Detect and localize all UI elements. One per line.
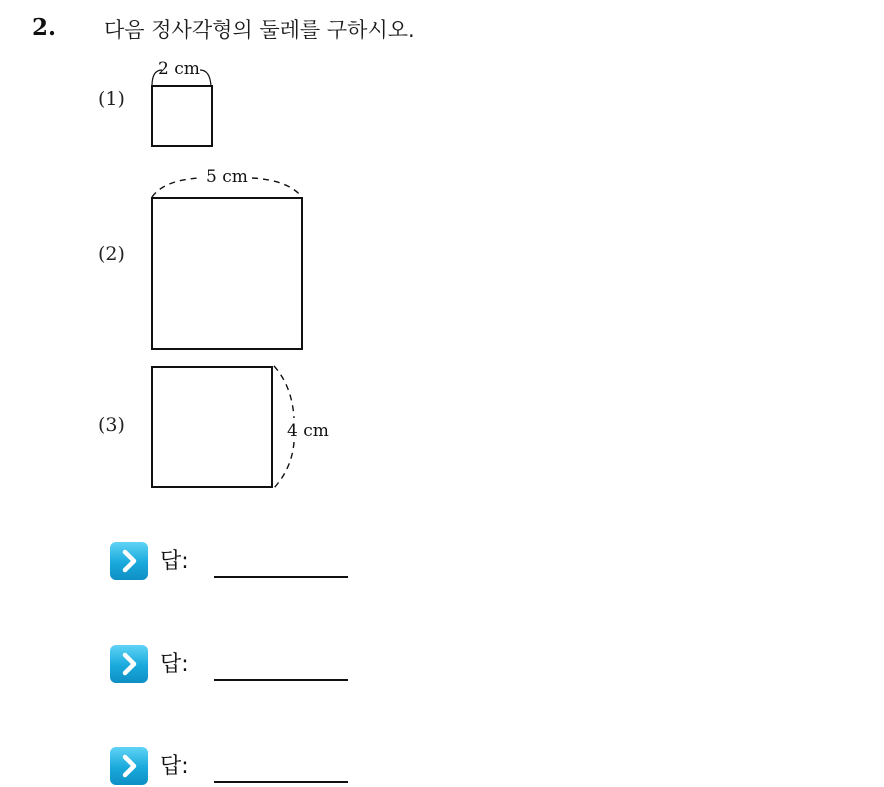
problem-3-square: [151, 366, 273, 488]
chevron-right-icon: [110, 747, 148, 785]
chevron-right-icon: [110, 645, 148, 683]
answer-row-2: [110, 643, 370, 683]
answer-input-line[interactable]: [214, 576, 348, 578]
chevron-right-icon: [110, 542, 148, 580]
problem-1-dimension: 2 cm: [158, 59, 200, 79]
question-number: 2.: [32, 14, 57, 41]
answer-input-line[interactable]: [214, 781, 348, 783]
problem-2-dimension: 5 cm: [206, 167, 248, 187]
question-text: 다음 정사각형의 둘레를 구하시오.: [104, 18, 415, 42]
problem-1-square: [151, 85, 213, 147]
problem-2-square: [151, 197, 303, 350]
answer-label: 답:: [160, 754, 189, 779]
problem-3-dimension: 4 cm: [287, 421, 329, 441]
problem-3-label: (3): [98, 414, 125, 436]
answer-row-1: [110, 540, 370, 580]
problem-1-label: (1): [98, 88, 125, 110]
answer-label: 답:: [160, 652, 189, 677]
answer-row-3: [110, 745, 370, 785]
problem-2-label: (2): [98, 243, 125, 265]
answer-label: 답:: [160, 549, 189, 574]
answer-input-line[interactable]: [214, 679, 348, 681]
